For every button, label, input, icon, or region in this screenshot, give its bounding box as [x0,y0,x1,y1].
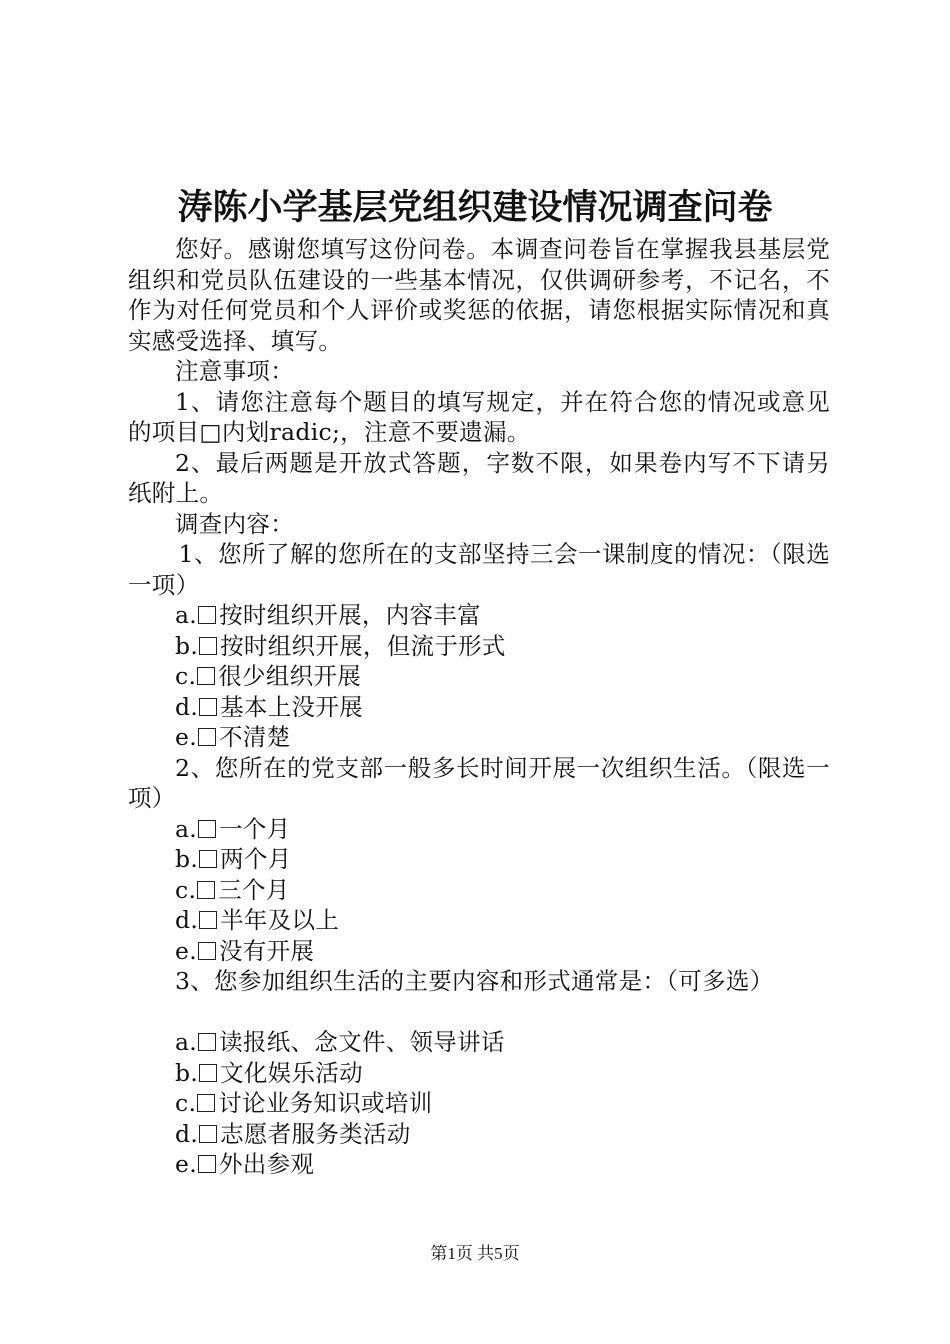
checkbox-icon[interactable] [199,911,217,929]
option-letter: a. [175,601,198,629]
option-label: 按时组织开展，内容丰富 [219,601,481,629]
option-label: 基本上没开展 [220,692,363,721]
option-label: 讨论业务知识或培训 [218,1089,433,1117]
checkbox-icon[interactable] [198,1155,216,1173]
checkbox-icon[interactable] [197,667,215,685]
intro-paragraph: 您好。感谢您填写这份问卷。本调查问卷旨在掌握我县基层党组织和党员队伍建设的一些基本情况，仅供调研参考，不记名，不作为对任何党员和个人评价或奖惩的依据，请您根据实际情况和真实感受选择、填写。 [128,235,830,355]
question-1-option-c[interactable] [128,661,830,692]
checkbox-icon[interactable] [198,1033,216,1051]
option-label: 读报纸、念文件、领导讲话 [219,1028,505,1056]
option-letter: a. [175,1028,198,1056]
option-label: 两个月 [220,845,292,873]
note-2: 2、最后两题是开放式答题，字数不限，如果卷内写不下请另纸附上。 [128,448,830,507]
question-1-option-b[interactable] [128,631,830,662]
question-2-option-d[interactable] [128,905,830,936]
option-label: 不清楚 [218,723,291,751]
option-label: 半年及以上 [220,906,340,934]
question-3-option-d[interactable] [128,1119,830,1150]
question-2-option-c[interactable] [128,875,830,906]
question-1-option-d[interactable] [128,692,830,723]
checkbox-icon[interactable] [199,698,217,716]
checkbox-icon[interactable] [197,1094,215,1112]
question-3-option-e[interactable] [128,1149,830,1180]
option-letter: d. [175,692,199,721]
option-letter: e. [175,1150,197,1178]
page-footer: 第1页 共5页 [430,1244,520,1263]
document-body [128,234,830,1180]
option-label: 志愿者服务类活动 [220,1119,411,1148]
option-letter: c. [175,662,197,690]
question-1-text: 1、您所了解的您所在的支部坚持三会一课制度的情况：（限选一项） [128,540,830,599]
checkbox-icon[interactable] [198,606,216,624]
checkbox-icon[interactable] [199,1125,217,1143]
note-1: 1、请您注意每个题目的填写规定，并在符合您的情况或意见的项目□内划radic;，注意不要遗漏。 [128,387,830,446]
option-label: 文化娱乐活动 [220,1058,363,1087]
option-letter: e. [175,723,197,751]
option-label: 很少组织开展 [218,662,362,690]
question-1-option-e[interactable] [128,722,830,753]
checkbox-icon[interactable] [199,850,217,868]
option-letter: a. [175,814,198,843]
checkbox-icon[interactable] [198,820,216,838]
option-label: 外出参观 [218,1150,315,1178]
question-1-option-a[interactable] [128,600,830,631]
question-2-option-e[interactable] [128,936,830,967]
question-3-text: 3、您参加组织生活的主要内容和形式通常是：（可多选） [175,967,774,995]
question-2-option-b[interactable] [128,844,830,875]
option-letter: b. [175,631,199,660]
checkbox-icon[interactable] [197,881,215,899]
question-3-option-b[interactable] [128,1058,830,1089]
question-3-option-a[interactable] [128,1027,830,1058]
notes-heading: 注意事项： [175,357,294,385]
option-letter: b. [175,1058,199,1087]
blank-line [128,997,830,1028]
option-letter: c. [175,875,197,904]
option-letter: c. [175,1089,197,1117]
question-2-option-a[interactable] [128,814,830,845]
option-letter: d. [175,906,199,934]
document-title: 涛陈小学基层党组织建设情况调查问卷 [177,187,773,228]
option-label: 三个月 [218,875,290,904]
option-letter: b. [175,845,199,873]
option-label: 按时组织开展，但流于形式 [220,631,506,660]
option-letter: e. [175,936,197,965]
question-2-text: 2、您所在的党支部一般多长时间开展一次组织生活。（限选一项） [128,753,830,812]
checkbox-icon[interactable] [199,1064,217,1082]
checkbox-icon[interactable] [199,637,217,655]
option-label: 没有开展 [218,936,315,965]
checkbox-icon[interactable] [198,728,216,746]
option-letter: d. [175,1119,199,1148]
option-label: 一个月 [219,814,291,843]
question-3-option-c[interactable] [128,1088,830,1119]
survey-heading: 调查内容： [175,509,294,538]
checkbox-icon[interactable] [198,942,216,960]
